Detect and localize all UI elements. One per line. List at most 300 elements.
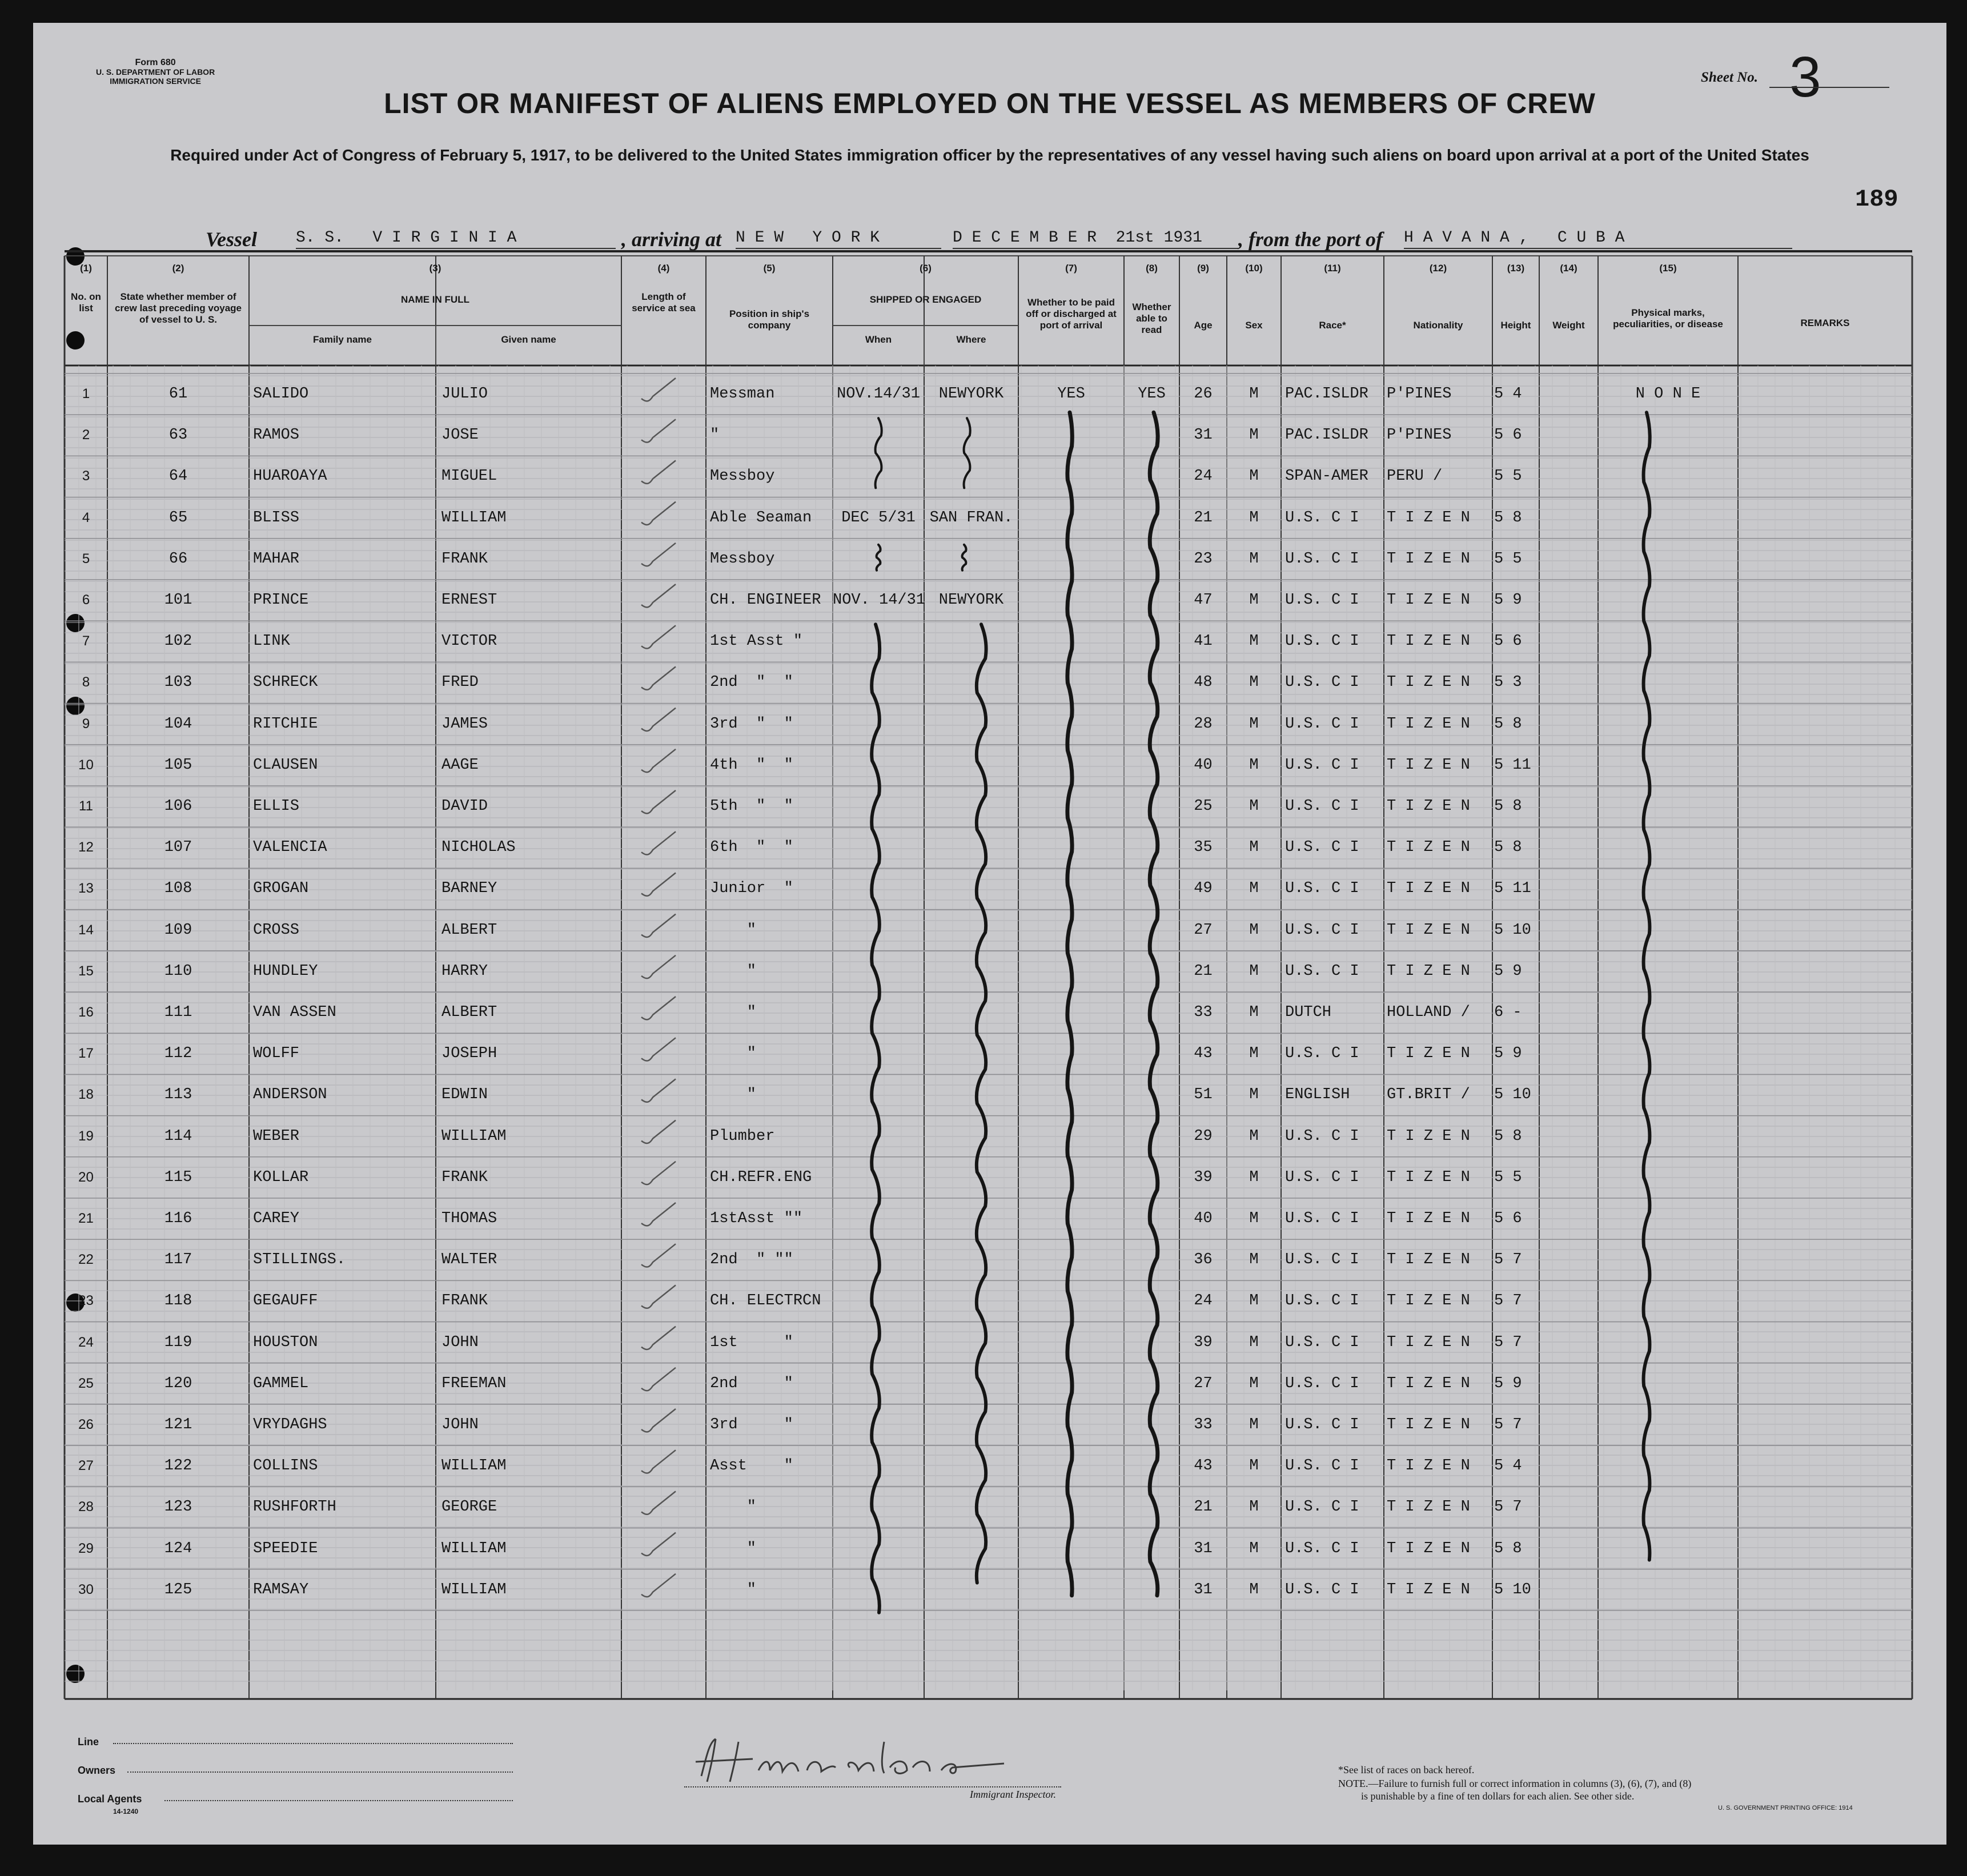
cell-race: U.S. C I <box>1285 1210 1359 1227</box>
cell-family-name: VAN ASSEN <box>253 1004 336 1021</box>
cell-race: U.S. C I <box>1285 1168 1359 1186</box>
cell-race: U.S. C I <box>1285 1127 1359 1145</box>
col-header-physical-marks: Physical marks, peculiarities, or disease <box>1613 307 1723 330</box>
col-number-15: (15) <box>1659 263 1677 274</box>
cell-no-on-list: 7 <box>82 633 90 649</box>
cell-age: 24 <box>1194 1292 1213 1310</box>
col-number-9: (9) <box>1197 263 1209 274</box>
cell-race: U.S. C I <box>1285 1457 1359 1475</box>
service-check-mark <box>641 1491 676 1514</box>
service-check-mark <box>641 1120 676 1143</box>
cell-race: U.S. C I <box>1285 633 1359 650</box>
cell-height: 5 8 <box>1494 509 1522 527</box>
sheet-number-value: 3 <box>1789 45 1821 109</box>
cell-shipped-when: NOV.14/31 <box>837 385 920 403</box>
cell-paid-off: YES <box>1057 385 1085 403</box>
cell-no-on-list: 2 <box>82 427 90 443</box>
cell-no-on-list: 16 <box>78 1005 94 1020</box>
cell-height: 5 10 <box>1494 1581 1531 1598</box>
cell-previous-voyage: 108 <box>164 880 192 898</box>
cell-nationality: P'PINES <box>1387 427 1452 444</box>
cell-nationality: T I Z E N <box>1387 1457 1470 1475</box>
cell-nationality: PERU / <box>1387 468 1443 485</box>
cell-position: CH. ENGINEER <box>710 592 821 609</box>
service-check-mark <box>641 1244 676 1267</box>
col-number-13: (13) <box>1507 263 1525 274</box>
cell-family-name: VALENCIA <box>253 839 327 857</box>
cell-sex: M <box>1249 1004 1259 1021</box>
service-check-mark <box>641 1409 676 1432</box>
cell-given-name: JOSEPH <box>441 1045 497 1063</box>
cell-race: U.S. C I <box>1285 798 1359 815</box>
cell-race: U.S. C I <box>1285 962 1359 980</box>
cell-height: 5 7 <box>1494 1416 1522 1433</box>
form-number: Form 680 <box>135 58 176 67</box>
cell-height: 5 10 <box>1494 921 1531 939</box>
cell-age: 39 <box>1194 1168 1213 1186</box>
service-check-mark <box>641 1450 676 1473</box>
cell-height: 5 8 <box>1494 839 1522 857</box>
cell-position: Able Seaman <box>710 509 812 527</box>
cell-sex: M <box>1249 1499 1259 1516</box>
cell-given-name: VICTOR <box>441 633 497 650</box>
cell-nationality: T I Z E N <box>1387 962 1470 980</box>
service-check-mark <box>641 708 676 731</box>
cell-race: U.S. C I <box>1285 1581 1359 1598</box>
cell-given-name: ERNEST <box>441 592 497 609</box>
cell-age: 27 <box>1194 921 1213 939</box>
col-header-remarks: REMARKS <box>1800 318 1850 328</box>
cell-no-on-list: 1 <box>82 386 90 401</box>
cell-previous-voyage: 113 <box>164 1086 192 1104</box>
col-number-5: (5) <box>763 263 776 274</box>
page-subtitle: Required under Act of Congress of February 5, 1917, to be delivered to the United States immigration officer by the representatives of any vessel having such aliens on board upon arrival at a port of the United States <box>170 146 1809 164</box>
cell-position: Junior " <box>710 880 793 898</box>
col-number-12: (12) <box>1429 263 1447 274</box>
service-check-mark <box>641 1327 676 1349</box>
cell-sex: M <box>1249 385 1259 403</box>
cell-no-on-list: 4 <box>82 509 90 525</box>
cell-position: " <box>710 1499 757 1516</box>
cell-family-name: RUSHFORTH <box>253 1499 336 1516</box>
cell-family-name: SALIDO <box>253 385 309 403</box>
cell-nationality: T I Z E N <box>1387 1499 1470 1516</box>
cell-position: " <box>710 921 757 939</box>
cell-family-name: SPEEDIE <box>253 1540 318 1557</box>
cell-family-name: CLAUSEN <box>253 756 318 774</box>
cell-height: 5 4 <box>1494 1457 1522 1475</box>
cell-sex: M <box>1249 550 1259 568</box>
cell-age: 48 <box>1194 674 1213 692</box>
col-header-position: Position in ship's company <box>729 308 810 331</box>
cell-given-name: AAGE <box>441 756 479 774</box>
cell-race: U.S. C I <box>1285 839 1359 857</box>
arriving-label: , arriving at <box>621 228 722 251</box>
cell-no-on-list: 21 <box>78 1211 94 1226</box>
cell-height: 5 9 <box>1494 1045 1522 1063</box>
cell-no-on-list: 15 <box>78 963 94 979</box>
cell-family-name: KOLLAR <box>253 1168 309 1186</box>
cell-given-name: MIGUEL <box>441 468 497 485</box>
cell-height: 5 7 <box>1494 1251 1522 1269</box>
col-header-name-in-full: NAME IN FULL <box>401 294 469 305</box>
cell-no-on-list: 29 <box>78 1540 94 1556</box>
cell-previous-voyage: 116 <box>164 1210 192 1227</box>
cell-given-name: BARNEY <box>441 880 497 898</box>
col-number-3: (3) <box>429 263 441 274</box>
cell-given-name: GEORGE <box>441 1499 497 1516</box>
cell-nationality: T I Z E N <box>1387 1292 1470 1310</box>
cell-race: U.S. C I <box>1285 1292 1359 1310</box>
ditto-stroke-where <box>962 545 966 571</box>
col-header-paid-off: Whether to be paid off or discharged at port of arrival <box>1026 297 1117 331</box>
cell-no-on-list: 22 <box>78 1252 94 1268</box>
cell-previous-voyage: 103 <box>164 674 192 692</box>
cell-given-name: HARRY <box>441 962 488 980</box>
cell-family-name: HOUSTON <box>253 1333 318 1351</box>
cell-position: 2nd " " <box>710 674 793 692</box>
service-check-mark <box>641 955 676 978</box>
cell-nationality: T I Z E N <box>1387 1540 1470 1557</box>
cell-previous-voyage: 110 <box>164 962 192 980</box>
cell-no-on-list: 20 <box>78 1169 94 1185</box>
cell-race: U.S. C I <box>1285 509 1359 527</box>
col-header-able-to-read: Whether able to read <box>1132 302 1171 335</box>
cell-family-name: HUNDLEY <box>253 962 318 980</box>
cell-no-on-list: 18 <box>78 1087 94 1103</box>
cell-previous-voyage: 121 <box>164 1416 192 1433</box>
service-check-mark <box>641 502 676 525</box>
cell-sex: M <box>1249 1251 1259 1269</box>
cell-age: 21 <box>1194 1499 1213 1516</box>
cell-age: 39 <box>1194 1333 1213 1351</box>
cell-height: 5 9 <box>1494 962 1522 980</box>
cell-given-name: WILLIAM <box>441 1457 507 1475</box>
cell-sex: M <box>1249 921 1259 939</box>
cell-no-on-list: 27 <box>78 1458 94 1474</box>
owners-field[interactable] <box>127 1771 513 1773</box>
local-agents-field[interactable] <box>164 1800 513 1801</box>
cell-age: 51 <box>1194 1086 1213 1104</box>
service-check-mark <box>641 378 676 401</box>
cell-previous-voyage: 112 <box>164 1045 192 1063</box>
cell-nationality: T I Z E N <box>1387 550 1470 568</box>
cell-position: 2nd " <box>710 1375 793 1392</box>
owners-label: Owners <box>78 1765 116 1776</box>
col-header-length-of-service: Length of service at sea <box>632 291 696 314</box>
cell-given-name: JOHN <box>441 1333 479 1351</box>
service-check-mark <box>641 1079 676 1102</box>
cell-previous-voyage: 117 <box>164 1251 192 1269</box>
cell-age: 21 <box>1194 509 1213 527</box>
cell-no-on-list: 10 <box>78 757 94 773</box>
cell-family-name: GAMMEL <box>253 1375 309 1392</box>
service-name: IMMIGRATION SERVICE <box>110 77 201 86</box>
cell-given-name: WILLIAM <box>441 1581 507 1598</box>
cell-nationality: T I Z E N <box>1387 592 1470 609</box>
cell-given-name: JULIO <box>441 385 488 403</box>
cell-age: 21 <box>1194 962 1213 980</box>
cell-race: U.S. C I <box>1285 1045 1359 1063</box>
cell-position: " <box>710 1086 757 1104</box>
cell-previous-voyage: 122 <box>164 1457 192 1475</box>
cell-given-name: FRANK <box>441 1292 488 1310</box>
cell-race: U.S. C I <box>1285 1251 1359 1269</box>
cell-family-name: PRINCE <box>253 592 309 609</box>
cell-position: Messboy <box>710 468 775 485</box>
cell-sex: M <box>1249 633 1259 650</box>
cell-race: U.S. C I <box>1285 1416 1359 1433</box>
cell-family-name: WOLFF <box>253 1045 300 1063</box>
cell-race: U.S. C I <box>1285 1375 1359 1392</box>
cell-given-name: WILLIAM <box>441 509 507 527</box>
cell-able-to-read: YES <box>1138 385 1166 403</box>
cell-age: 33 <box>1194 1416 1213 1433</box>
cell-age: 36 <box>1194 1251 1213 1269</box>
col-header-weight: Weight <box>1552 320 1585 331</box>
line-label: Line <box>78 1736 99 1748</box>
cell-age: 49 <box>1194 880 1213 898</box>
cell-height: 5 6 <box>1494 427 1522 444</box>
cell-given-name: THOMAS <box>441 1210 497 1227</box>
line-field[interactable] <box>113 1743 513 1744</box>
col-number-10: (10) <box>1245 263 1263 274</box>
cell-age: 31 <box>1194 427 1213 444</box>
col-header-sex: Sex <box>1245 320 1263 331</box>
col-number-7: (7) <box>1065 263 1077 274</box>
cell-nationality: T I Z E N <box>1387 633 1470 650</box>
col-number-14: (14) <box>1560 263 1577 274</box>
cell-position: Plumber <box>710 1127 775 1145</box>
cell-no-on-list: 11 <box>79 798 93 814</box>
cell-position: " <box>710 1004 757 1021</box>
cell-given-name: DAVID <box>441 798 488 815</box>
cell-position: CH.REFR.ENG <box>710 1168 812 1186</box>
ditto-stroke-read <box>1150 412 1158 1596</box>
cell-age: 25 <box>1194 798 1213 815</box>
cell-age: 24 <box>1194 468 1213 485</box>
cell-nationality: T I Z E N <box>1387 1375 1470 1392</box>
cell-height: 5 7 <box>1494 1499 1522 1516</box>
cell-given-name: FRANK <box>441 550 488 568</box>
cell-position: Messboy <box>710 550 775 568</box>
cell-position: 3rd " " <box>710 715 793 733</box>
cell-no-on-list: 6 <box>82 592 90 608</box>
cell-race: U.S. C I <box>1285 921 1359 939</box>
cell-height: 5 8 <box>1494 798 1522 815</box>
cell-family-name: COLLINS <box>253 1457 318 1475</box>
cell-position: " <box>710 962 757 980</box>
cell-race: PAC.ISLDR <box>1285 385 1368 403</box>
cell-no-on-list: 25 <box>78 1375 94 1391</box>
cell-height: 5 6 <box>1494 1210 1522 1227</box>
cell-height: 5 8 <box>1494 1540 1522 1557</box>
cell-no-on-list: 3 <box>82 468 90 484</box>
cell-nationality: T I Z E N <box>1387 1333 1470 1351</box>
cell-height: 5 9 <box>1494 1375 1522 1392</box>
cell-family-name: RAMSAY <box>253 1581 309 1598</box>
col-header-age: Age <box>1194 320 1213 331</box>
cell-position: Messman <box>710 385 775 403</box>
ditto-stroke-paid <box>1067 412 1072 1596</box>
ditto-stroke-when <box>876 418 882 488</box>
cell-previous-voyage: 118 <box>164 1292 192 1310</box>
cell-position: 6th " " <box>710 839 793 857</box>
cell-nationality: T I Z E N <box>1387 880 1470 898</box>
cell-position: Asst " <box>710 1457 793 1475</box>
cell-given-name: EDWIN <box>441 1086 488 1104</box>
cell-no-on-list: 5 <box>82 551 90 567</box>
cell-previous-voyage: 104 <box>164 715 192 733</box>
cell-age: 40 <box>1194 1210 1213 1227</box>
cell-height: 5 7 <box>1494 1292 1522 1310</box>
cell-previous-voyage: 119 <box>164 1333 192 1351</box>
cell-no-on-list: 14 <box>78 922 94 938</box>
cell-sex: M <box>1249 1045 1259 1063</box>
cell-position: 4th " " <box>710 756 793 774</box>
col-number-8: (8) <box>1146 263 1158 274</box>
manifest-sheet <box>33 23 1946 1845</box>
cell-sex: M <box>1249 1457 1259 1475</box>
col-number-1: (1) <box>80 263 92 274</box>
cell-shipped-where: SAN FRAN. <box>929 509 1013 527</box>
cell-given-name: WALTER <box>441 1251 497 1269</box>
cell-race: U.S. C I <box>1285 715 1359 733</box>
service-check-mark <box>641 1285 676 1308</box>
cell-no-on-list: 30 <box>78 1581 94 1597</box>
cell-nationality: T I Z E N <box>1387 839 1470 857</box>
ditto-stroke-when <box>872 624 880 1613</box>
service-check-mark <box>641 1574 676 1597</box>
cell-physical-marks: N O N E <box>1635 385 1701 403</box>
cell-height: 5 11 <box>1494 756 1531 774</box>
cell-no-on-list: 26 <box>78 1417 94 1432</box>
cell-height: 5 8 <box>1494 715 1522 733</box>
col-header-no-on-list: No. on list <box>71 291 101 314</box>
cell-previous-voyage: 102 <box>164 633 192 650</box>
cell-previous-voyage: 61 <box>168 385 188 403</box>
cell-height: 5 8 <box>1494 1127 1522 1145</box>
cell-shipped-where: NEWYORK <box>938 592 1004 609</box>
col-number-11: (11) <box>1324 263 1341 274</box>
cell-height: 5 7 <box>1494 1333 1522 1351</box>
cell-given-name: NICHOLAS <box>441 839 516 857</box>
cell-position: " <box>710 427 720 444</box>
cell-sex: M <box>1249 715 1259 733</box>
cell-family-name: ELLIS <box>253 798 300 815</box>
cell-family-name: BLISS <box>253 509 300 527</box>
cell-previous-voyage: 114 <box>164 1127 192 1145</box>
cell-race: U.S. C I <box>1285 1540 1359 1557</box>
col-header-previous-voyage: State whether member of crew last preceding voyage of vessel to U. S. <box>114 291 242 325</box>
col-header-shipped-or-engaged: SHIPPED OR ENGAGED <box>869 294 982 305</box>
cell-family-name: GROGAN <box>253 880 309 898</box>
cell-sex: M <box>1249 1127 1259 1145</box>
cell-previous-voyage: 63 <box>168 427 188 444</box>
cell-age: 28 <box>1194 715 1213 733</box>
cell-given-name: ALBERT <box>441 921 497 939</box>
cell-nationality: T I Z E N <box>1387 1581 1470 1598</box>
cell-given-name: FRED <box>441 674 479 692</box>
cell-previous-voyage: 105 <box>164 756 192 774</box>
cell-shipped-where: NEWYORK <box>938 385 1004 403</box>
service-check-mark <box>641 1203 676 1226</box>
cell-nationality: T I Z E N <box>1387 921 1470 939</box>
cell-sex: M <box>1249 509 1259 527</box>
cell-previous-voyage: 123 <box>164 1499 192 1516</box>
cell-sex: M <box>1249 427 1259 444</box>
service-check-mark <box>641 1038 676 1060</box>
cell-sex: M <box>1249 1168 1259 1186</box>
cell-age: 40 <box>1194 756 1213 774</box>
cell-sex: M <box>1249 962 1259 980</box>
races-note: *See list of races on back hereof. <box>1338 1764 1475 1775</box>
cell-position: 3rd " <box>710 1416 793 1433</box>
cell-nationality: HOLLAND / <box>1387 1004 1470 1021</box>
cell-position: " <box>710 1045 757 1063</box>
cell-previous-voyage: 125 <box>164 1581 192 1598</box>
cell-shipped-when: DEC 5/31 <box>841 509 916 527</box>
cell-family-name: SCHRECK <box>253 674 318 692</box>
arrival-port: N E W Y O R K <box>736 228 941 249</box>
cell-nationality: T I Z E N <box>1387 1210 1470 1227</box>
ditto-stroke-marks <box>1644 412 1650 1560</box>
vessel-name: S. S. V I R G I N I A <box>296 228 616 249</box>
cell-family-name: GEGAUFF <box>253 1292 318 1310</box>
vessel-label: Vessel <box>206 228 257 251</box>
cell-height: 6 - <box>1494 1004 1522 1021</box>
inspector-signature <box>684 1736 1038 1787</box>
cell-position: CH. ELECTRCN <box>710 1292 821 1310</box>
penalty-note-continued: is punishable by a fine of ten dollars for each alien. See other side. <box>1361 1790 1635 1802</box>
cell-race: SPAN-AMER <box>1285 468 1368 485</box>
page-title: LIST OR MANIFEST OF ALIENS EMPLOYED ON THE VESSEL AS MEMBERS OF CREW <box>384 87 1596 119</box>
col-header-given-name: Given name <box>501 334 556 345</box>
cell-family-name: CROSS <box>253 921 300 939</box>
cell-sex: M <box>1249 1086 1259 1104</box>
cell-sex: M <box>1249 1292 1259 1310</box>
cell-family-name: RAMOS <box>253 427 300 444</box>
col-header-family-name: Family name <box>313 334 372 345</box>
cell-family-name: HUAROAYA <box>253 468 327 485</box>
cell-race: U.S. C I <box>1285 592 1359 609</box>
cell-height: 5 3 <box>1494 674 1522 692</box>
cell-sex: M <box>1249 1540 1259 1557</box>
cell-no-on-list: 23 <box>78 1293 94 1309</box>
cell-previous-voyage: 106 <box>164 798 192 815</box>
cell-nationality: T I Z E N <box>1387 1168 1470 1186</box>
cell-nationality: T I Z E N <box>1387 756 1470 774</box>
cell-family-name: LINK <box>253 633 290 650</box>
col-number-6: (6) <box>920 263 932 274</box>
cell-nationality: T I Z E N <box>1387 674 1470 692</box>
cell-given-name: JAMES <box>441 715 488 733</box>
cell-height: 5 4 <box>1494 385 1522 403</box>
cell-age: 47 <box>1194 592 1213 609</box>
cell-nationality: T I Z E N <box>1387 509 1470 527</box>
departure-port: H A V A N A , C U B A <box>1404 228 1792 249</box>
col-header-where: Where <box>956 334 986 345</box>
service-check-mark <box>641 625 676 648</box>
col-number-2: (2) <box>172 263 184 274</box>
cell-height: 5 5 <box>1494 468 1522 485</box>
cell-no-on-list: 9 <box>82 716 90 732</box>
cell-race: ENGLISH <box>1285 1086 1350 1104</box>
ditto-stroke-where <box>977 624 986 1582</box>
cell-nationality: T I Z E N <box>1387 1416 1470 1433</box>
cell-age: 31 <box>1194 1581 1213 1598</box>
cell-no-on-list: 12 <box>78 839 94 855</box>
